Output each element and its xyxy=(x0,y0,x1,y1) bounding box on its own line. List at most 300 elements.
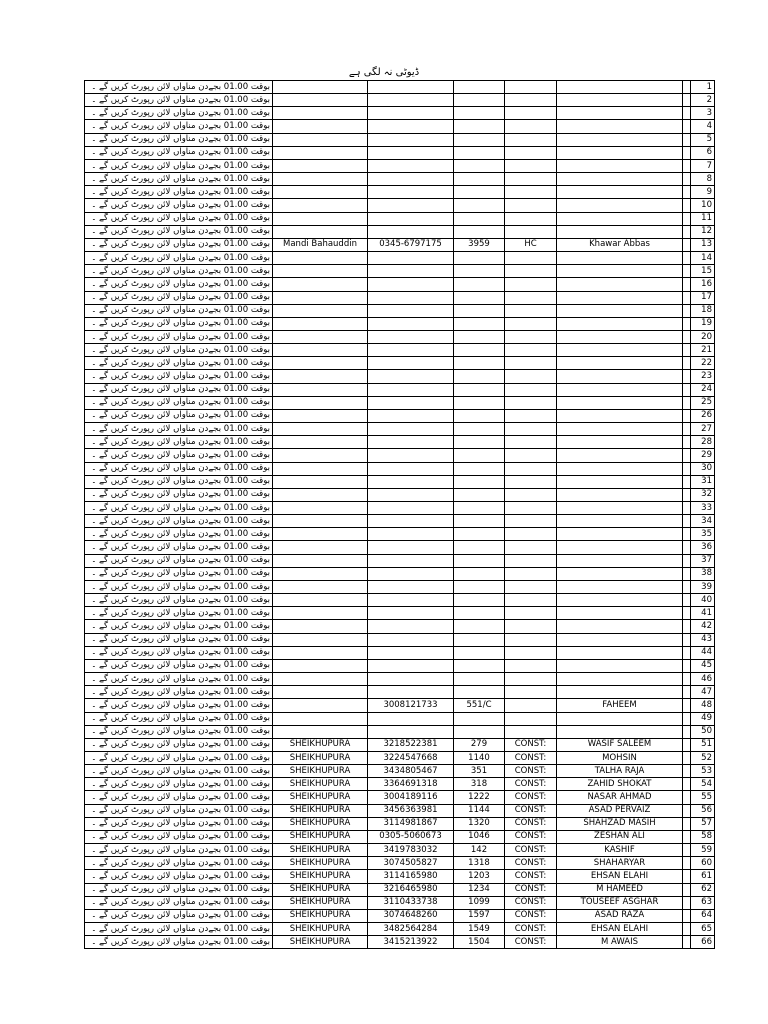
belt-number-cell xyxy=(454,120,505,133)
note-cell: بوقت 01.00 بجےدن مناواں لائن رپورٹ کریں گے ۔ xyxy=(85,278,273,291)
note-cell: بوقت 01.00 بجےدن مناواں لائن رپورٹ کریں گے ۔ xyxy=(85,923,273,936)
phone-cell: 3008121733 xyxy=(368,699,454,712)
district-cell xyxy=(273,186,368,199)
note-cell: بوقت 01.00 بجےدن مناواں لائن رپورٹ کریں گے ۔ xyxy=(85,449,273,462)
district-cell: SHEIKHUPURA xyxy=(273,778,368,791)
district-cell: SHEIKHUPURA xyxy=(273,883,368,896)
table-row xyxy=(85,857,715,870)
table-row xyxy=(85,738,715,751)
table-row xyxy=(85,383,715,396)
spacer-cell xyxy=(683,409,691,422)
note-cell: بوقت 01.00 بجےدن مناواں لائن رپورٹ کریں گے ۔ xyxy=(85,844,273,857)
belt-number-cell xyxy=(454,620,505,633)
note-cell: بوقت 01.00 بجےدن مناواں لائن رپورٹ کریں گے ۔ xyxy=(85,81,273,94)
name-cell: M HAMEED xyxy=(557,883,683,896)
rank-cell xyxy=(505,212,557,225)
table-row xyxy=(85,146,715,159)
spacer-cell xyxy=(683,607,691,620)
belt-number-cell xyxy=(454,488,505,501)
name-cell xyxy=(557,81,683,94)
serial-number-cell: 4 xyxy=(691,120,715,133)
note-cell: بوقت 01.00 بجےدن مناواں لائن رپورٹ کریں گے ۔ xyxy=(85,436,273,449)
serial-number-cell: 38 xyxy=(691,567,715,580)
belt-number-cell: 318 xyxy=(454,778,505,791)
rank-cell xyxy=(505,370,557,383)
belt-number-cell: 279 xyxy=(454,738,505,751)
note-cell: بوقت 01.00 بجےدن مناواں لائن رپورٹ کریں گے ۔ xyxy=(85,330,273,343)
belt-number-cell xyxy=(454,344,505,357)
name-cell xyxy=(557,449,683,462)
note-cell: بوقت 01.00 بجےدن مناواں لائن رپورٹ کریں گے ۔ xyxy=(85,291,273,304)
phone-cell xyxy=(368,173,454,186)
spacer-cell xyxy=(683,791,691,804)
district-cell xyxy=(273,265,368,278)
district-cell xyxy=(273,396,368,409)
district-cell: SHEIKHUPURA xyxy=(273,870,368,883)
table-row xyxy=(85,778,715,791)
serial-number-cell: 11 xyxy=(691,212,715,225)
phone-cell: 3114981867 xyxy=(368,817,454,830)
table-row xyxy=(85,646,715,659)
rank-cell xyxy=(505,594,557,607)
rank-cell xyxy=(505,554,557,567)
note-cell: بوقت 01.00 بجےدن مناواں لائن رپورٹ کریں گے ۔ xyxy=(85,344,273,357)
district-cell xyxy=(273,357,368,370)
serial-number-cell: 40 xyxy=(691,594,715,607)
spacer-cell xyxy=(683,396,691,409)
rank-cell xyxy=(505,252,557,265)
rank-cell xyxy=(505,159,557,172)
rank-cell xyxy=(505,725,557,738)
table-row xyxy=(85,909,715,922)
belt-number-cell: 1597 xyxy=(454,909,505,922)
note-cell: بوقت 01.00 بجےدن مناواں لائن رپورٹ کریں گے ۔ xyxy=(85,409,273,422)
note-cell: بوقت 01.00 بجےدن مناواں لائن رپورٹ کریں گے ۔ xyxy=(85,567,273,580)
rank-cell: CONST: xyxy=(505,844,557,857)
serial-number-cell: 53 xyxy=(691,765,715,778)
table-row xyxy=(85,159,715,172)
phone-cell: 3364691318 xyxy=(368,778,454,791)
spacer-cell xyxy=(683,133,691,146)
serial-number-cell: 19 xyxy=(691,317,715,330)
table-row xyxy=(85,883,715,896)
phone-cell xyxy=(368,186,454,199)
phone-cell: 3419783032 xyxy=(368,844,454,857)
district-cell: SHEIKHUPURA xyxy=(273,738,368,751)
phone-cell xyxy=(368,120,454,133)
table-row xyxy=(85,528,715,541)
note-cell: بوقت 01.00 بجےدن مناواں لائن رپورٹ کریں گے ۔ xyxy=(85,252,273,265)
district-cell: SHEIKHUPURA xyxy=(273,817,368,830)
name-cell xyxy=(557,357,683,370)
phone-cell xyxy=(368,159,454,172)
note-cell: بوقت 01.00 بجےدن مناواں لائن رپورٹ کریں گے ۔ xyxy=(85,659,273,672)
district-cell xyxy=(273,567,368,580)
serial-number-cell: 44 xyxy=(691,646,715,659)
table-row xyxy=(85,712,715,725)
note-cell: بوقت 01.00 بجےدن مناواں لائن رپورٹ کریں گے ۔ xyxy=(85,541,273,554)
rank-cell: CONST: xyxy=(505,778,557,791)
belt-number-cell xyxy=(454,317,505,330)
serial-number-cell: 31 xyxy=(691,475,715,488)
district-cell: SHEIKHUPURA xyxy=(273,844,368,857)
note-cell: بوقت 01.00 بجےدن مناواں لائن رپورٹ کریں گے ۔ xyxy=(85,515,273,528)
name-cell xyxy=(557,225,683,238)
district-cell xyxy=(273,94,368,107)
district-cell xyxy=(273,436,368,449)
district-cell xyxy=(273,488,368,501)
rank-cell: CONST: xyxy=(505,751,557,764)
belt-number-cell: 142 xyxy=(454,844,505,857)
spacer-cell xyxy=(683,423,691,436)
belt-number-cell xyxy=(454,278,505,291)
name-cell xyxy=(557,120,683,133)
rank-cell xyxy=(505,528,557,541)
district-cell xyxy=(273,528,368,541)
serial-number-cell: 61 xyxy=(691,870,715,883)
spacer-cell xyxy=(683,659,691,672)
serial-number-cell: 34 xyxy=(691,515,715,528)
rank-cell xyxy=(505,659,557,672)
rank-cell xyxy=(505,94,557,107)
district-cell xyxy=(273,330,368,343)
spacer-cell xyxy=(683,778,691,791)
spacer-cell xyxy=(683,81,691,94)
table-row xyxy=(85,94,715,107)
phone-cell: 3218522381 xyxy=(368,738,454,751)
table-row xyxy=(85,817,715,830)
district-cell xyxy=(273,646,368,659)
district-cell xyxy=(273,133,368,146)
serial-number-cell: 43 xyxy=(691,633,715,646)
table-row xyxy=(85,620,715,633)
name-cell xyxy=(557,475,683,488)
district-cell xyxy=(273,317,368,330)
district-cell xyxy=(273,725,368,738)
serial-number-cell: 51 xyxy=(691,738,715,751)
name-cell xyxy=(557,554,683,567)
name-cell xyxy=(557,409,683,422)
table-row xyxy=(85,673,715,686)
belt-number-cell xyxy=(454,133,505,146)
phone-cell xyxy=(368,646,454,659)
belt-number-cell xyxy=(454,330,505,343)
table-row xyxy=(85,81,715,94)
spacer-cell xyxy=(683,712,691,725)
phone-cell xyxy=(368,620,454,633)
district-cell xyxy=(273,449,368,462)
district-cell: SHEIKHUPURA xyxy=(273,751,368,764)
serial-number-cell: 39 xyxy=(691,580,715,593)
district-cell xyxy=(273,423,368,436)
name-cell: ASAD PERVAIZ xyxy=(557,804,683,817)
district-cell xyxy=(273,699,368,712)
belt-number-cell xyxy=(454,515,505,528)
phone-cell xyxy=(368,436,454,449)
spacer-cell xyxy=(683,449,691,462)
table-row xyxy=(85,462,715,475)
name-cell xyxy=(557,541,683,554)
phone-cell xyxy=(368,712,454,725)
belt-number-cell xyxy=(454,357,505,370)
note-cell: بوقت 01.00 بجےدن مناواں لائن رپورٹ کریں گے ۔ xyxy=(85,423,273,436)
note-cell: بوقت 01.00 بجےدن مناواں لائن رپورٹ کریں گے ۔ xyxy=(85,133,273,146)
phone-cell xyxy=(368,81,454,94)
district-cell xyxy=(273,212,368,225)
rank-cell xyxy=(505,686,557,699)
district-cell xyxy=(273,225,368,238)
belt-number-cell xyxy=(454,712,505,725)
spacer-cell xyxy=(683,817,691,830)
rank-cell xyxy=(505,488,557,501)
table-row xyxy=(85,936,715,949)
rank-cell xyxy=(505,199,557,212)
serial-number-cell: 24 xyxy=(691,383,715,396)
district-cell xyxy=(273,107,368,120)
table-body xyxy=(85,81,715,949)
rank-cell xyxy=(505,567,557,580)
name-cell xyxy=(557,686,683,699)
district-cell: SHEIKHUPURA xyxy=(273,936,368,949)
serial-number-cell: 20 xyxy=(691,330,715,343)
spacer-cell xyxy=(683,173,691,186)
belt-number-cell xyxy=(454,567,505,580)
phone-cell xyxy=(368,330,454,343)
phone-cell xyxy=(368,633,454,646)
table-row xyxy=(85,423,715,436)
serial-number-cell: 13 xyxy=(691,238,715,251)
spacer-cell xyxy=(683,488,691,501)
name-cell xyxy=(557,173,683,186)
spacer-cell xyxy=(683,94,691,107)
spacer-cell xyxy=(683,830,691,843)
serial-number-cell: 12 xyxy=(691,225,715,238)
serial-number-cell: 66 xyxy=(691,936,715,949)
district-cell xyxy=(273,159,368,172)
spacer-cell xyxy=(683,199,691,212)
phone-cell xyxy=(368,212,454,225)
table-row xyxy=(85,659,715,672)
belt-number-cell xyxy=(454,725,505,738)
phone-cell: 3110433738 xyxy=(368,896,454,909)
rank-cell xyxy=(505,699,557,712)
spacer-cell xyxy=(683,252,691,265)
spacer-cell xyxy=(683,646,691,659)
spacer-cell xyxy=(683,870,691,883)
rank-cell: CONST: xyxy=(505,857,557,870)
rank-cell xyxy=(505,344,557,357)
rank-cell xyxy=(505,449,557,462)
name-cell xyxy=(557,528,683,541)
phone-cell: 3415213922 xyxy=(368,936,454,949)
note-cell: بوقت 01.00 بجےدن مناواں لائن رپورٹ کریں گے ۔ xyxy=(85,607,273,620)
spacer-cell xyxy=(683,159,691,172)
phone-cell: 0305-5060673 xyxy=(368,830,454,843)
serial-number-cell: 42 xyxy=(691,620,715,633)
rank-cell: CONST: xyxy=(505,883,557,896)
phone-cell xyxy=(368,594,454,607)
name-cell: FAHEEM xyxy=(557,699,683,712)
spacer-cell xyxy=(683,502,691,515)
belt-number-cell xyxy=(454,396,505,409)
name-cell xyxy=(557,659,683,672)
district-cell xyxy=(273,252,368,265)
belt-number-cell xyxy=(454,409,505,422)
phone-cell xyxy=(368,304,454,317)
phone-cell xyxy=(368,659,454,672)
rank-cell xyxy=(505,304,557,317)
serial-number-cell: 65 xyxy=(691,923,715,936)
table-row xyxy=(85,409,715,422)
name-cell xyxy=(557,159,683,172)
note-cell: بوقت 01.00 بجےدن مناواں لائن رپورٹ کریں گے ۔ xyxy=(85,778,273,791)
district-cell xyxy=(273,462,368,475)
note-cell: بوقت 01.00 بجےدن مناواں لائن رپورٹ کریں گے ۔ xyxy=(85,502,273,515)
name-cell: NASAR AHMAD xyxy=(557,791,683,804)
table-row xyxy=(85,133,715,146)
name-cell xyxy=(557,580,683,593)
note-cell: بوقت 01.00 بجےدن مناواں لائن رپورٹ کریں گے ۔ xyxy=(85,765,273,778)
table-row xyxy=(85,633,715,646)
note-cell: بوقت 01.00 بجےدن مناواں لائن رپورٹ کریں گے ۔ xyxy=(85,370,273,383)
spacer-cell xyxy=(683,317,691,330)
note-cell: بوقت 01.00 بجےدن مناواں لائن رپورٹ کریں گے ۔ xyxy=(85,146,273,159)
rank-cell xyxy=(505,475,557,488)
phone-cell: 3114165980 xyxy=(368,870,454,883)
belt-number-cell xyxy=(454,383,505,396)
rank-cell: CONST: xyxy=(505,817,557,830)
phone-cell xyxy=(368,265,454,278)
note-cell: بوقت 01.00 بجےدن مناواں لائن رپورٹ کریں گے ۔ xyxy=(85,159,273,172)
serial-number-cell: 1 xyxy=(691,81,715,94)
note-cell: بوقت 01.00 بجےدن مناواں لائن رپورٹ کریں گے ۔ xyxy=(85,830,273,843)
belt-number-cell xyxy=(454,146,505,159)
rank-cell: HC xyxy=(505,238,557,251)
note-cell: بوقت 01.00 بجےدن مناواں لائن رپورٹ کریں گے ۔ xyxy=(85,199,273,212)
page-title: ڈیوٹی نہ لگی ہے xyxy=(348,67,420,78)
table-row xyxy=(85,370,715,383)
serial-number-cell: 33 xyxy=(691,502,715,515)
table-row xyxy=(85,923,715,936)
note-cell: بوقت 01.00 بجےدن مناواں لائن رپورٹ کریں گے ۔ xyxy=(85,120,273,133)
table-row xyxy=(85,580,715,593)
rank-cell xyxy=(505,712,557,725)
phone-cell xyxy=(368,673,454,686)
note-cell: بوقت 01.00 بجےدن مناواں لائن رپورٹ کریں گے ۔ xyxy=(85,909,273,922)
table-row xyxy=(85,173,715,186)
table-row xyxy=(85,475,715,488)
rank-cell xyxy=(505,515,557,528)
name-cell: SHAHARYAR xyxy=(557,857,683,870)
note-cell: بوقت 01.00 بجےدن مناواں لائن رپورٹ کریں گے ۔ xyxy=(85,186,273,199)
phone-cell: 3482564284 xyxy=(368,923,454,936)
name-cell: Khawar Abbas xyxy=(557,238,683,251)
spacer-cell xyxy=(683,857,691,870)
district-cell: SHEIKHUPURA xyxy=(273,896,368,909)
note-cell: بوقت 01.00 بجےدن مناواں لائن رپورٹ کریں گے ۔ xyxy=(85,462,273,475)
phone-cell xyxy=(368,475,454,488)
phone-cell xyxy=(368,291,454,304)
rank-cell: CONST: xyxy=(505,830,557,843)
serial-number-cell: 27 xyxy=(691,423,715,436)
serial-number-cell: 9 xyxy=(691,186,715,199)
spacer-cell xyxy=(683,475,691,488)
rank-cell xyxy=(505,396,557,409)
note-cell: بوقت 01.00 بجےدن مناواں لائن رپورٹ کریں گے ۔ xyxy=(85,699,273,712)
district-cell xyxy=(273,659,368,672)
note-cell: بوقت 01.00 بجےدن مناواں لائن رپورٹ کریں گے ۔ xyxy=(85,870,273,883)
belt-number-cell: 1144 xyxy=(454,804,505,817)
spacer-cell xyxy=(683,554,691,567)
serial-number-cell: 8 xyxy=(691,173,715,186)
name-cell: MOHSIN xyxy=(557,751,683,764)
belt-number-cell xyxy=(454,252,505,265)
phone-cell xyxy=(368,107,454,120)
spacer-cell xyxy=(683,936,691,949)
rank-cell xyxy=(505,186,557,199)
table-row xyxy=(85,317,715,330)
belt-number-cell xyxy=(454,94,505,107)
phone-cell xyxy=(368,409,454,422)
spacer-cell xyxy=(683,304,691,317)
name-cell xyxy=(557,462,683,475)
rank-cell xyxy=(505,462,557,475)
serial-number-cell: 45 xyxy=(691,659,715,672)
spacer-cell xyxy=(683,186,691,199)
note-cell: بوقت 01.00 بجےدن مناواں لائن رپورٹ کریں گے ۔ xyxy=(85,357,273,370)
name-cell xyxy=(557,633,683,646)
note-cell: بوقت 01.00 بجےدن مناواں لائن رپورٹ کریں گے ۔ xyxy=(85,751,273,764)
phone-cell: 3224547668 xyxy=(368,751,454,764)
district-cell: SHEIKHUPURA xyxy=(273,804,368,817)
phone-cell xyxy=(368,567,454,580)
spacer-cell xyxy=(683,883,691,896)
name-cell: M AWAIS xyxy=(557,936,683,949)
belt-number-cell: 1504 xyxy=(454,936,505,949)
spacer-cell xyxy=(683,633,691,646)
note-cell: بوقت 01.00 بجےدن مناواں لائن رپورٹ کریں گے ۔ xyxy=(85,225,273,238)
district-cell xyxy=(273,502,368,515)
spacer-cell xyxy=(683,686,691,699)
spacer-cell xyxy=(683,528,691,541)
belt-number-cell xyxy=(454,291,505,304)
name-cell xyxy=(557,396,683,409)
serial-number-cell: 48 xyxy=(691,699,715,712)
name-cell xyxy=(557,567,683,580)
table-row xyxy=(85,278,715,291)
phone-cell: 0345-6797175 xyxy=(368,238,454,251)
belt-number-cell xyxy=(454,475,505,488)
belt-number-cell xyxy=(454,673,505,686)
table-row xyxy=(85,594,715,607)
table-row xyxy=(85,765,715,778)
name-cell xyxy=(557,502,683,515)
phone-cell xyxy=(368,357,454,370)
belt-number-cell xyxy=(454,580,505,593)
table-row xyxy=(85,291,715,304)
note-cell: بوقت 01.00 بجےدن مناواں لائن رپورٹ کریں گے ۔ xyxy=(85,896,273,909)
spacer-cell xyxy=(683,462,691,475)
district-cell xyxy=(273,673,368,686)
phone-cell xyxy=(368,278,454,291)
phone-cell xyxy=(368,607,454,620)
serial-number-cell: 23 xyxy=(691,370,715,383)
rank-cell: CONST: xyxy=(505,896,557,909)
note-cell: بوقت 01.00 بجےدن مناواں لائن رپورٹ کریں گے ۔ xyxy=(85,817,273,830)
table-row xyxy=(85,199,715,212)
district-cell xyxy=(273,475,368,488)
belt-number-cell xyxy=(454,225,505,238)
